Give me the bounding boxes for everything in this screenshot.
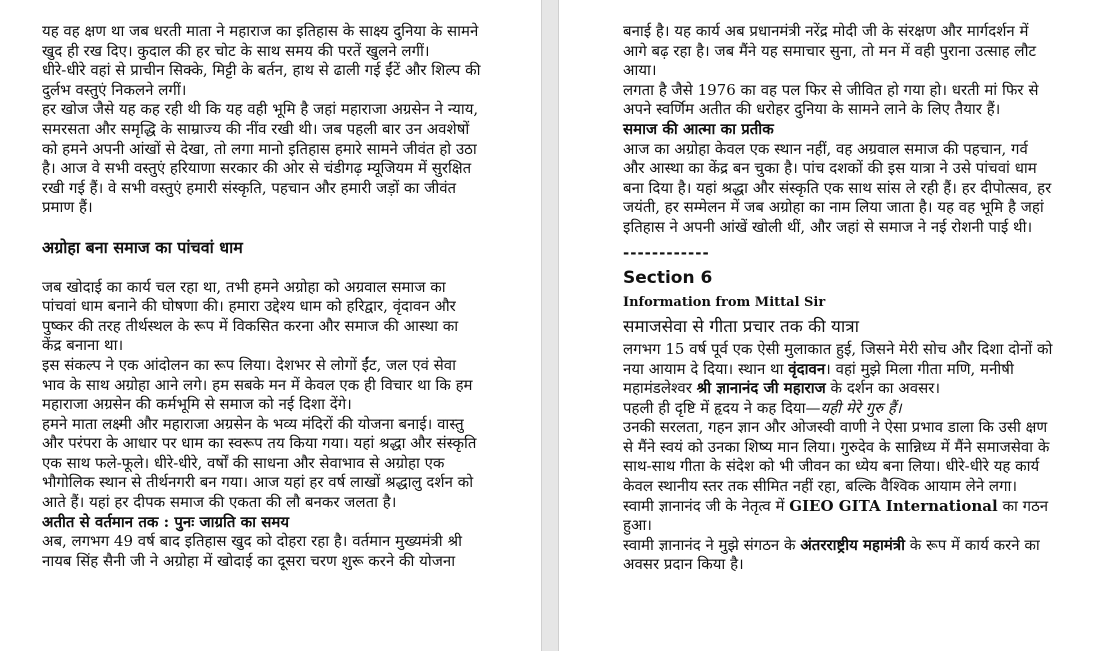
- subheading: अतीत से वर्तमान तक : पुनः जाग्रति का समय: [42, 512, 290, 531]
- paragraph: धीरे-धीरे वहां से प्राचीन सिक्के, मिट्टी के बर्तन, हाथ से ढाली गई ईंटें और शिल्प की दुर्लभ वस्तुएं निकलने लगीं।: [42, 61, 481, 99]
- section-divider: ------------: [623, 243, 710, 262]
- paragraph: लगता है जैसे 1976 का वह पल फिर से जीवित हो गया हो। धरती मां फिर से अपने स्वर्णिम अतीत की धरोहर दुनिया के सामने लाने के लिए तैयार हैं।: [623, 80, 1039, 119]
- text-run: का गठन हुआ।: [623, 496, 1049, 535]
- subheading: समाज की आत्मा का प्रतीक: [623, 119, 774, 138]
- text-run-bold: अंतरराष्ट्रीय महामंत्री: [800, 535, 906, 554]
- text-run-italic: यही मेरे गुरु हैं।: [820, 398, 902, 417]
- text-run-bold: GIEO GITA International: [789, 496, 998, 515]
- heading: अग्रोहा बना समाज का पांचवां धाम: [42, 237, 243, 257]
- text-run: पहली ही दृष्टि में हृदय ने कह दिया—: [623, 398, 821, 417]
- paragraph: यह वह क्षण था जब धरती माता ने महाराज का इतिहास के साक्ष्य दुनिया के सामने खुद ही रख दिए। कुदाल की हर चोट के साथ समय की परतें खुलने लगीं।: [42, 22, 479, 60]
- text-run: । वहां मुझे मिला गीता मणि, मनीषी महामंडलेश्वर: [623, 359, 1014, 398]
- text-run: स्वामी ज्ञानानंद जी के नेतृत्व में: [623, 496, 790, 515]
- page-gutter: [541, 0, 559, 651]
- text-run: लगभग 15 वर्ष पूर्व एक ऐसी मुलाकात हुई, जिसने मेरी सोच और दिशा दोनों को नया आयाम दे दिया। स्थान था: [623, 339, 1053, 378]
- text-run-bold: श्री ज्ञानानंद जी महाराज: [696, 379, 826, 398]
- paragraph: आज का अग्रोहा केवल एक स्थान नहीं, वह अग्रवाल समाज की पहचान, गर्व और आस्था का केंद्र बन चुका है। पांच दशकों की इस यात्रा ने उसे पांचवां धाम बना दिया है। यहां श्रद्धा और संस्कृति एक साथ सांस ले रही हैं। हर दीपोत्सव, हर जयंती, हर सम्मेलन में जब अग्रोहा का नाम लिया जाता है। यह वह भूमि है जहां इतिहास ने अपनी आंखें खोली थीं, और जहां से समाज ने नई रोशनी पाई थी।: [623, 139, 1052, 236]
- paragraph: [623, 497, 1053, 536]
- right-page-content: [623, 22, 1053, 575]
- right-page: [559, 0, 1095, 651]
- text-run: के रूप में कार्य करने का अवसर प्रदान किया है।: [623, 535, 1040, 574]
- paragraph: इस संकल्प ने एक आंदोलन का रूप लिया। देशभर से लोगों ईंट, जल एवं सेवा भाव के साथ अग्रोहा आने लगे। हम सबके मन में केवल एक ही विचार था कि हम महाराजा अग्रसेन की कर्मभूमि से समाज को नई दिशा देंगे।: [42, 355, 473, 414]
- section-subtitle: Information from Mittal Sir: [623, 294, 826, 310]
- paragraph: हर खोज जैसे यह कह रही थी कि यह वही भूमि है जहां महाराजा अग्रसेन ने न्याय, समरसता और समृद्धि के साम्राज्य की नींव रखी थी। जब पहली बार उन अवशेषों को हमने अपनी आंखों से देखा, तो लगा मानो इतिहास हमारे सामने जीवंत हो उठा है। आज वे सभी वस्तुएं हरियाणा सरकार की ओर से चंडीगढ़ म्यूजियम में सुरक्षित रखी गई हैं। वे सभी वस्तुएं हमारी संस्कृति, पहचान और हमारी जड़ों का जीवंत प्रमाण हैं।: [42, 100, 479, 217]
- text-run: के दर्शन का अवसर।: [825, 379, 941, 398]
- left-page-content: [42, 22, 482, 571]
- text-run: स्वामी ज्ञानानंद ने मुझे संगठन के: [623, 535, 801, 554]
- text-run-bold: वृंदावन: [788, 359, 826, 378]
- section-title: Section 6: [623, 268, 713, 289]
- paragraph: बनाई है। यह कार्य अब प्रधानमंत्री नरेंद्र मोदी जी के संरक्षण और मार्गदर्शन में आगे बढ़ रहा है। जब मैंने यह समाचार सुना, तो मन में वही पुराना उत्साह लौट आया।: [623, 22, 1037, 80]
- paragraph: [623, 340, 1053, 399]
- paragraph: [623, 536, 1053, 575]
- paragraph: अब, लगभग 49 वर्ष बाद इतिहास खुद को दोहरा रहा है। वर्तमान मुख्यमंत्री श्री नायब सिंह सैनी जी ने अग्रोहा में खोदाई का दूसरा चरण शुरू करने की योजना: [42, 532, 462, 570]
- paragraph: [623, 399, 1053, 419]
- paragraph: उनकी सरलता, गहन ज्ञान और ओजस्वी वाणी ने ऐसा प्रभाव डाला कि उसी क्षण से मैंने स्वयं को उनका शिष्य मान लिया। गुरुदेव के सान्निध्य में मैंने समाजसेवा के साथ-साथ गीता के संदेश को भी जीवन का ध्येय बना लिया। धीरे-धीरे यह कार्य केवल स्थानीय स्तर तक सीमित नहीं रहा, बल्कि वैश्विक आयाम लेने लगा।: [623, 418, 1050, 496]
- paragraph: हमने माता लक्ष्मी और महाराजा अग्रसेन के भव्य मंदिरों की योजना बनाई। वास्तु और परंपरा के आधार पर धाम का स्वरूप तय किया गया। यहां श्रद्धा और संस्कृति एक साथ फले-फूले। धीरे-धीरे, वर्षों की साधना और सेवाभाव से अग्रोहा एक भौगोलिक स्थान से तीर्थनगरी बन गया। आज यहां हर वर्ष लाखों श्रद्धालु दर्शन को आते हैं। यहां हर दीपक समाज की एकता की लौ बनकर जलता है।: [42, 414, 477, 512]
- section-heading: समाजसेवा से गीता प्रचार तक की यात्रा: [623, 317, 860, 338]
- left-page: [0, 0, 541, 651]
- paragraph: जब खोदाई का कार्य चल रहा था, तभी हमने अग्रोहा को अग्रवाल समाज का पांचवां धाम बनाने की घोषणा की। हमारा उद्देश्य धाम को हरिद्वार, वृंदावन और पुष्कर की तरह तीर्थस्थल के रूप में विकसित करना और समाज की आस्था का केंद्र बनाना था।: [42, 277, 459, 355]
